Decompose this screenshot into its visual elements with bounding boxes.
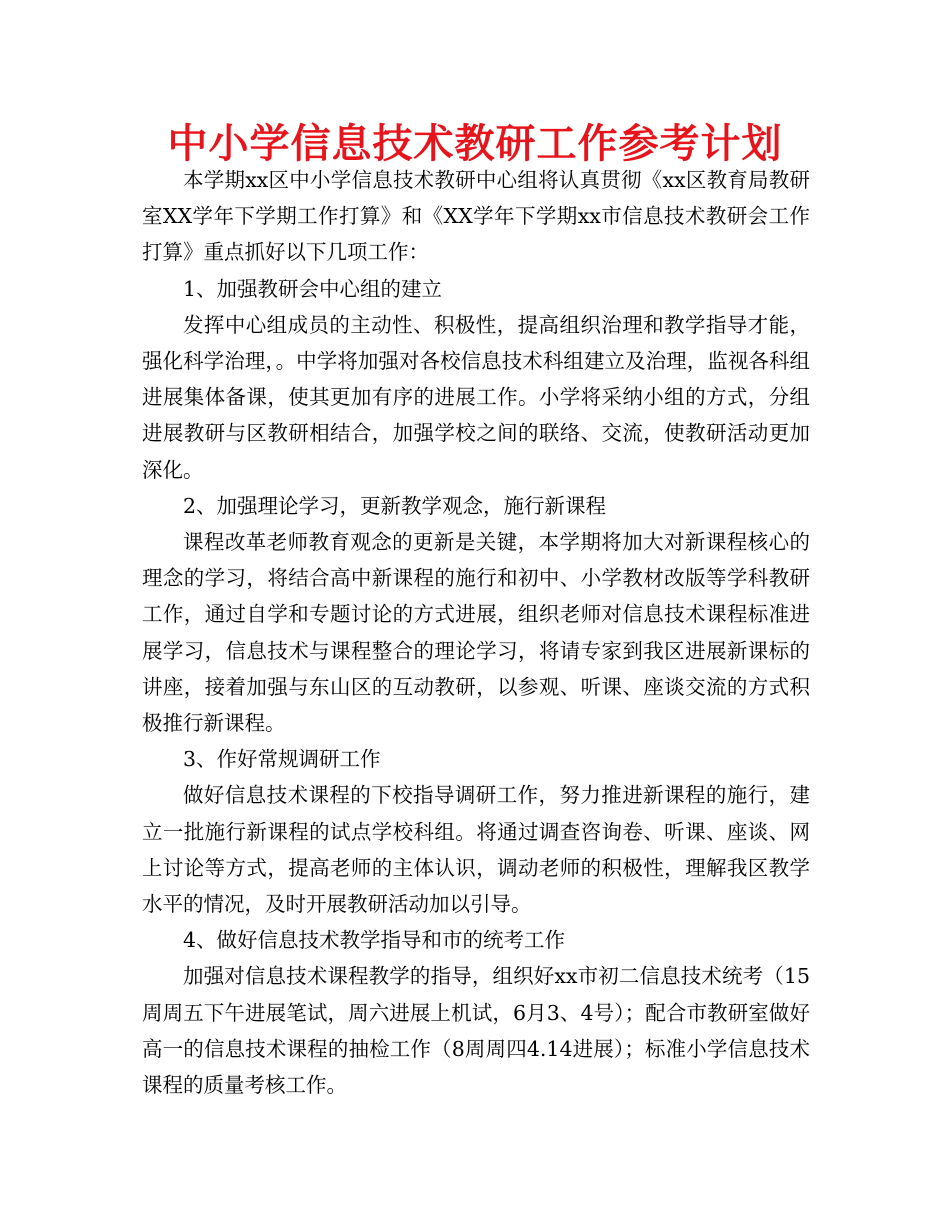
paragraph-section-1: 发挥中心组成员的主动性、积极性，提高组织治理和教学指导才能，强化科学治理，。中学将加强对各校信息技术科组建立及治理，监视各科组进展集体备课，使其更加有序的进展工作。小学将采纳小组的方式，分组进展教研与区教研相结合，加强学校之间的联络、交流，使教研活动更加深化。 [142,312,810,482]
section-heading-1: 1、加强教研会中心组的建立 [183,276,443,301]
paragraph-intro: 本学期xx区中小学信息技术教研中心组将认真贯彻《xx区教育局教研室XX学年下学期工作打算》和《XX学年下学期xx市信息技术教研会工作打算》重点抓好以下几项工作： [142,168,810,265]
section-heading-3: 3、作好常规调研工作 [183,747,381,772]
document-title: 中小学信息技术教研工作参考计划 [167,121,783,167]
document-body [142,162,810,1103]
section-heading-2: 2、加强理论学习，更新教学观念，施行新课程 [183,493,607,518]
section-heading-4: 4、做好信息技术教学指导和市的统考工作 [183,928,566,953]
paragraph-section-4: 加强对信息技术课程教学的指导，组织好xx市初二信息技术统考（15周周五下午进展笔试，周六进展上机试，6月3、4号）；配合市教研室做好高一的信息技术课程的抽检工作（8周周四4.14进展）；标准小学信息技术课程的质量考核工作。 [142,964,810,1098]
paragraph-section-3: 做好信息技术课程的下校指导调研工作，努力推进新课程的施行，建立一批施行新课程的试点学校科组。将通过调查咨询卷、听课、座谈、网上讨论等方式，提高老师的主体认识，调动老师的积极性，理解我区教学水平的情况，及时开展教研活动加以引导。 [142,783,810,917]
paragraph-section-2: 课程改革老师教育观念的更新是关键，本学期将加大对新课程核心的理念的学习，将结合高中新课程的施行和初中、小学教材改版等学科教研工作，通过自学和专题讨论的方式进展，组织老师对信息技术课程标准进展学习，信息技术与课程整合的理论学习，将请专家到我区进展新课标的讲座，接着加强与东山区的互动教研，以参观、听课、座谈交流的方式积极推行新课程。 [142,530,810,736]
